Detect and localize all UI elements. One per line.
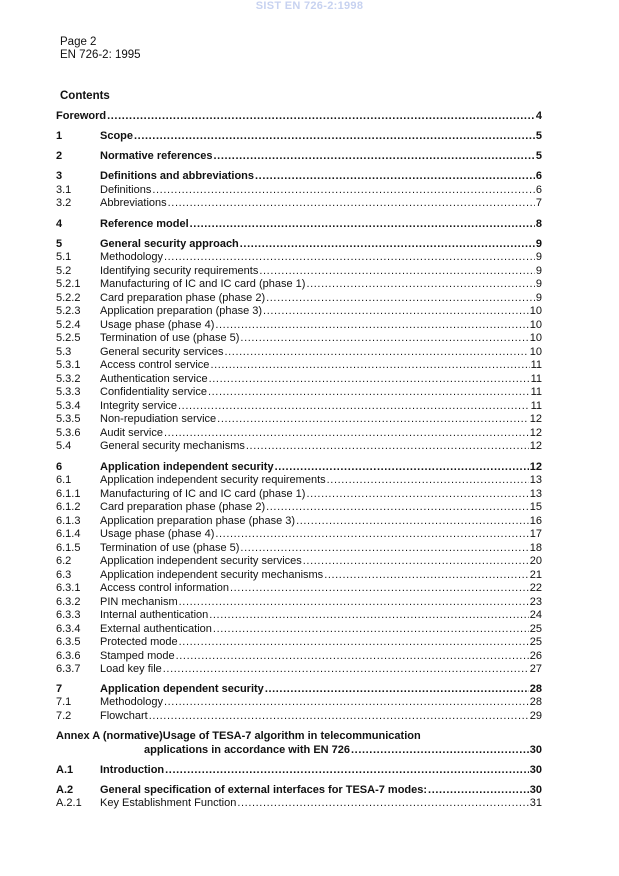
toc-entry <box>56 461 542 474</box>
toc-number: 6.1.5 <box>56 542 81 554</box>
toc-title: Usage phase (phase 4) <box>100 319 215 331</box>
dot-leader <box>225 346 529 359</box>
toc-page-number: 11 <box>530 359 542 371</box>
dot-leader <box>215 528 528 541</box>
toc-page-number: 25 <box>529 623 542 635</box>
toc-number: 6.3.2 <box>56 596 81 608</box>
toc-entry <box>56 650 542 663</box>
toc-page-number: 28 <box>529 683 542 695</box>
toc-title: Application preparation (phase 3) <box>100 305 263 317</box>
dot-leader <box>240 332 528 345</box>
toc-entry <box>56 110 542 123</box>
toc-page-number: 31 <box>529 797 542 809</box>
toc-page-number: 12 <box>529 461 542 473</box>
toc-page-number: 16 <box>529 515 542 527</box>
toc-entry <box>56 238 542 251</box>
dot-leader <box>168 197 535 210</box>
dot-leader <box>265 683 529 696</box>
toc-page-number: 30 <box>529 744 542 756</box>
toc-number: Annex A (normative) <box>56 730 163 742</box>
toc-title: Manufacturing of IC and IC card (phase 1) <box>100 488 306 500</box>
toc-entry <box>56 582 542 595</box>
toc-page-number: 30 <box>529 764 542 776</box>
toc-entry <box>56 359 542 372</box>
toc-number: 5.3.5 <box>56 413 81 425</box>
contents-title: Contents <box>60 90 110 102</box>
toc-title: Audit service <box>100 427 163 439</box>
dot-leader <box>214 150 535 163</box>
toc-number: A.2 <box>56 784 74 796</box>
toc-entry <box>56 501 542 514</box>
toc-entry <box>56 636 542 649</box>
toc-entry <box>56 184 542 197</box>
toc-page-number: 20 <box>529 555 542 567</box>
toc-title: General security mechanisms <box>100 440 245 452</box>
toc-entry <box>56 515 542 528</box>
dot-leader <box>237 797 528 810</box>
toc-page-number: 6 <box>535 170 542 182</box>
toc-number: 5.3.2 <box>56 373 81 385</box>
toc-number: 6.1.4 <box>56 528 81 540</box>
toc-number: 3.2 <box>56 197 72 209</box>
dot-leader <box>306 278 534 291</box>
toc-number: 2 <box>56 150 63 162</box>
toc-entry <box>56 427 542 440</box>
toc-entry <box>56 386 542 399</box>
toc-number: 6.1.2 <box>56 501 81 513</box>
toc-entry <box>56 488 542 501</box>
toc-page-number: 12 <box>529 440 542 452</box>
toc-number: 5.4 <box>56 440 72 452</box>
toc-page-number: 9 <box>535 251 542 263</box>
dot-leader <box>164 696 529 709</box>
toc-entry <box>56 542 542 555</box>
toc-title: Definitions and abbreviations <box>100 170 255 182</box>
toc-title: Application independent security mechanisms <box>100 569 324 581</box>
toc-number: 3.1 <box>56 184 72 196</box>
toc-number: 6.1 <box>56 474 72 486</box>
toc-number: 7.1 <box>56 696 72 708</box>
toc-entry <box>56 474 542 487</box>
toc-number: 5.3 <box>56 346 72 358</box>
toc-title: Normative references <box>100 150 213 162</box>
toc-page-number: 11 <box>530 400 542 412</box>
toc-number: 6.1.1 <box>56 488 81 500</box>
toc-entry <box>56 305 542 318</box>
toc-title: Application dependent security <box>100 683 264 695</box>
dot-leader <box>190 218 535 231</box>
dot-leader <box>259 265 535 278</box>
toc-number: 5.3.3 <box>56 386 81 398</box>
toc-title: Application independent security services <box>100 555 302 567</box>
toc-title: Protected mode <box>100 636 178 648</box>
toc-number: 5.3.1 <box>56 359 81 371</box>
dot-leader <box>263 305 529 318</box>
toc-entry <box>56 797 542 810</box>
toc-number: 6.3.4 <box>56 623 81 635</box>
toc-page-number: 10 <box>529 319 542 331</box>
toc-title: Access control information <box>100 582 229 594</box>
toc-entry <box>56 150 542 163</box>
toc-number: 5.2.4 <box>56 319 81 331</box>
toc-title: Card preparation phase (phase 2) <box>100 501 266 513</box>
toc-page-number: 12 <box>529 427 542 439</box>
toc-number: 6.3.6 <box>56 650 81 662</box>
toc-entry <box>56 569 542 582</box>
toc-entry <box>56 170 542 183</box>
toc-page-number: 22 <box>529 582 542 594</box>
dot-leader <box>179 636 529 649</box>
dot-leader <box>266 292 535 305</box>
toc-entry <box>56 278 542 291</box>
toc-title: Application independent security requirements <box>100 474 326 486</box>
toc-number: 5.2 <box>56 265 72 277</box>
toc-page-number: 27 <box>529 663 542 675</box>
toc-title: Scope <box>100 130 134 142</box>
toc-page-number: 7 <box>535 197 542 209</box>
toc-page-number: 6 <box>535 184 542 196</box>
dot-leader <box>134 130 535 143</box>
toc-entry <box>56 710 542 723</box>
toc-page-number: 28 <box>529 696 542 708</box>
dot-leader <box>209 373 530 386</box>
toc-title: Confidentiality service <box>100 386 207 398</box>
toc-title: Identifying security requirements <box>100 265 259 277</box>
dot-leader <box>208 386 530 399</box>
toc-entry <box>56 623 542 636</box>
toc-entry <box>56 373 542 386</box>
dot-leader <box>210 359 529 372</box>
toc-number: 7 <box>56 683 63 695</box>
dot-leader <box>215 319 528 332</box>
toc-number: 5.3.4 <box>56 400 81 412</box>
toc-page-number: 11 <box>530 373 542 385</box>
toc-title: Methodology <box>100 696 163 708</box>
toc-title: Usage of TESA-7 algorithm in telecommunication <box>162 730 421 742</box>
toc-page-number: 9 <box>535 238 542 250</box>
dot-leader <box>107 110 535 123</box>
toc-title: Integrity service <box>100 400 178 412</box>
toc-title: Introduction <box>100 764 165 776</box>
dot-leader <box>230 582 529 595</box>
toc-number: 6.3.5 <box>56 636 81 648</box>
toc-title: Access control service <box>100 359 210 371</box>
toc-title: Stamped mode <box>100 650 175 662</box>
dot-leader <box>164 427 529 440</box>
toc-page-number: 5 <box>535 130 542 142</box>
toc-entry <box>56 596 542 609</box>
toc-title: PIN mechanism <box>100 596 178 608</box>
dot-leader <box>165 764 529 777</box>
toc-page-number: 23 <box>529 596 542 608</box>
standard-number: EN 726-2: 1995 <box>60 49 141 61</box>
toc-entry <box>56 319 542 332</box>
dot-leader <box>209 609 529 622</box>
toc-title: Flowchart <box>100 710 148 722</box>
toc-entry <box>56 555 542 568</box>
toc-number: 5.2.1 <box>56 278 81 290</box>
dot-leader <box>324 569 529 582</box>
dot-leader <box>163 663 529 676</box>
toc-number: 5.3.6 <box>56 427 81 439</box>
toc-title: Usage phase (phase 4) <box>100 528 215 540</box>
toc-title: Manufacturing of IC and IC card (phase 1) <box>100 278 306 290</box>
toc-number: 4 <box>56 218 63 230</box>
toc-number: 5 <box>56 238 63 250</box>
toc-entry <box>56 218 542 231</box>
toc-number: 7.2 <box>56 710 72 722</box>
toc-entry <box>56 440 542 453</box>
toc-entry <box>56 332 542 345</box>
toc-title: Termination of use (phase 5) <box>100 542 240 554</box>
toc-entry <box>56 528 542 541</box>
dot-leader <box>179 596 529 609</box>
toc-page-number: 8 <box>535 218 542 230</box>
dot-leader <box>213 623 529 636</box>
dot-leader <box>266 501 529 514</box>
toc-entry <box>56 744 542 757</box>
toc-title: Application preparation phase (phase 3) <box>100 515 296 527</box>
toc-number: 5.2.3 <box>56 305 81 317</box>
toc-title: applications in accordance with EN 726 <box>144 744 351 756</box>
toc-entry <box>56 346 542 359</box>
toc-page-number: 18 <box>529 542 542 554</box>
toc-entry <box>56 265 542 278</box>
toc-page-number: 30 <box>529 784 542 796</box>
toc-page-number: 12 <box>529 413 542 425</box>
toc-page-number: 11 <box>530 386 542 398</box>
toc-page-number: 26 <box>529 650 542 662</box>
toc-entry <box>56 292 542 305</box>
toc-page-number: 24 <box>529 609 542 621</box>
dot-leader <box>176 650 529 663</box>
toc-entry <box>56 413 542 426</box>
toc-entry <box>56 251 542 264</box>
toc-page-number: 13 <box>529 488 542 500</box>
toc-title: Internal authentication <box>100 609 209 621</box>
dot-leader <box>246 440 529 453</box>
toc-title: Reference model <box>100 218 189 230</box>
toc-page-number: 10 <box>529 305 542 317</box>
toc-entry <box>56 197 542 210</box>
toc-number: 3 <box>56 170 63 182</box>
dot-leader <box>217 413 529 426</box>
dot-leader <box>149 710 529 723</box>
toc-number: 1 <box>56 130 63 142</box>
dot-leader <box>164 251 535 264</box>
toc-title: General security approach <box>100 238 239 250</box>
toc-entry <box>56 663 542 676</box>
toc-number: 6.3.3 <box>56 609 81 621</box>
toc-title: Authentication service <box>100 373 208 385</box>
watermark: SIST EN 726-2:1998 <box>255 0 364 12</box>
toc-number: 6.3.7 <box>56 663 81 675</box>
dot-leader <box>152 184 535 197</box>
toc-number: A.1 <box>56 764 74 776</box>
toc-page-number: 9 <box>535 265 542 277</box>
toc-title: Key Establishment Function <box>100 797 237 809</box>
toc-title: General specification of external interfaces for TESA-7 modes: <box>100 784 428 796</box>
toc-number: 6.2 <box>56 555 72 567</box>
toc-number: 6.1.3 <box>56 515 81 527</box>
toc-entry <box>56 130 542 143</box>
toc-page-number: 10 <box>529 332 542 344</box>
toc-title: Application independent security <box>100 461 274 473</box>
toc-page-number: 21 <box>529 569 542 581</box>
dot-leader <box>303 555 529 568</box>
toc-title: External authentication <box>100 623 212 635</box>
toc-number: 6.3.1 <box>56 582 81 594</box>
dot-leader <box>306 488 528 501</box>
toc-page-number: 5 <box>535 150 542 162</box>
toc-entry <box>56 683 542 696</box>
toc-title: General security services <box>100 346 224 358</box>
toc-entry <box>56 730 542 743</box>
dot-leader <box>275 461 529 474</box>
toc-title: Termination of use (phase 5) <box>100 332 240 344</box>
toc-page-number: 13 <box>529 474 542 486</box>
toc-page-number: 9 <box>535 278 542 290</box>
dot-leader <box>255 170 535 183</box>
dot-leader <box>296 515 529 528</box>
toc-page-number: 10 <box>529 346 542 358</box>
toc-entry <box>56 609 542 622</box>
dot-leader <box>327 474 529 487</box>
toc-title: Card preparation phase (phase 2) <box>100 292 266 304</box>
toc-title: Definitions <box>100 184 152 196</box>
dot-leader <box>178 400 530 413</box>
dot-leader <box>240 542 528 555</box>
toc-number: 6.3 <box>56 569 72 581</box>
toc-page-number: 9 <box>535 292 542 304</box>
dot-leader <box>351 744 529 757</box>
toc-entry <box>56 764 542 777</box>
toc-page-number: 25 <box>529 636 542 648</box>
toc-number: 5.2.5 <box>56 332 81 344</box>
toc-entry <box>56 400 542 413</box>
toc-number: 5.2.2 <box>56 292 81 304</box>
toc-number: 6 <box>56 461 63 473</box>
toc-entry <box>56 696 542 709</box>
toc-number: A.2.1 <box>56 797 82 809</box>
toc-entry <box>56 784 542 797</box>
toc-page-number: 15 <box>529 501 542 513</box>
toc-title: Abbreviations <box>100 197 167 209</box>
toc-title: Non-repudiation service <box>100 413 217 425</box>
toc-page-number: 17 <box>529 528 542 540</box>
toc-page-number: 29 <box>529 710 542 722</box>
dot-leader <box>240 238 535 251</box>
toc-title: Methodology <box>100 251 163 263</box>
toc-number: Foreword <box>56 110 107 122</box>
toc-title: Load key file <box>100 663 162 675</box>
page-label: Page 2 <box>60 36 97 48</box>
dot-leader <box>428 784 529 797</box>
toc-page-number: 4 <box>535 110 542 122</box>
toc-number: 5.1 <box>56 251 72 263</box>
